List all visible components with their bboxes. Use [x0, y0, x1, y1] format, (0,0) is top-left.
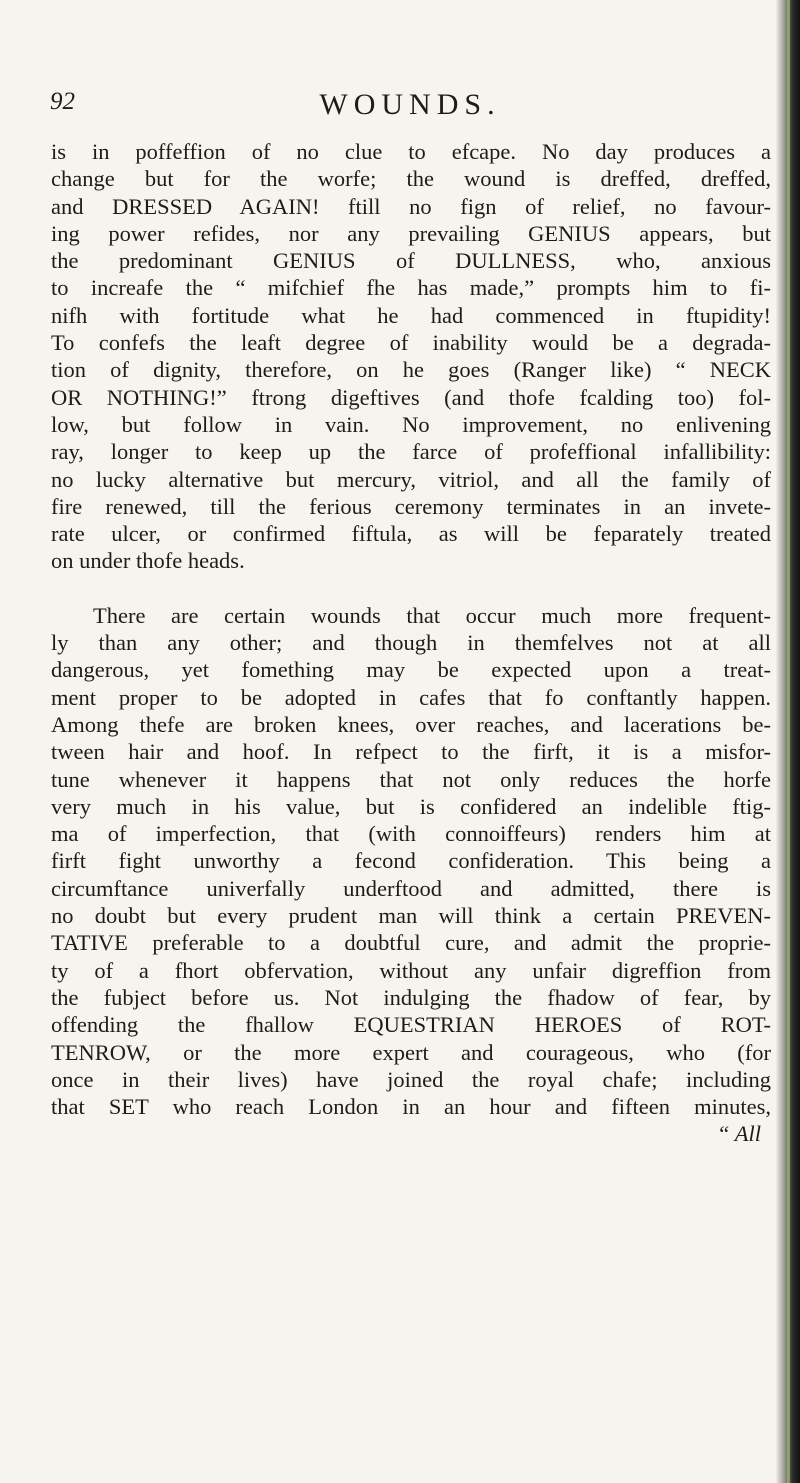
text-line: ly than any other; and though in themfelves not at all	[51, 630, 771, 656]
text-line: low, but follow in vain. No improvement, no enlivening	[51, 411, 771, 437]
text-line: tion of dignity, therefore, on he goes (Ranger like) “ NECK	[51, 357, 771, 383]
text-line: on under thofe heads.	[51, 548, 245, 574]
text-line: and DRESSED AGAIN! ftill no fign of relief, no favour-	[51, 193, 771, 219]
text-line: nifh with fortitude what he had commenced in ftupidity!	[51, 302, 771, 328]
text-line: circumftance univerfally underftood and admitted, there is	[51, 875, 771, 901]
page-header	[50, 88, 770, 128]
text-line: very much in his value, but is confidered an indelible ftig-	[51, 793, 771, 819]
text-line: TATIVE preferable to a doubtful cure, and admit the proprie-	[51, 930, 771, 956]
text-line: offending the fhallow EQUESTRIAN HEROES of ROT-	[51, 1012, 771, 1038]
text-line: OR NOTHING!” ftrong digeftives (and thofe fcalding too) fol-	[51, 384, 771, 410]
text-line: is in poffeffion of no clue to efcape. No day produces a	[51, 139, 771, 164]
paragraph-2	[51, 602, 771, 1121]
text-line: the fubject before us. Not indulging the fhadow of fear, by	[51, 984, 771, 1010]
page-number: 92	[50, 88, 75, 115]
text-line: tune whenever it happens that not only reduces the horfe	[51, 766, 771, 792]
text-line: Among thefe are broken knees, over reaches, and lacerations be-	[51, 711, 771, 737]
text-line: tween hair and hoof. In refpect to the firft, it is a misfor-	[51, 739, 771, 765]
text-line: fire renewed, till the ferious ceremony terminates in an invete-	[51, 493, 771, 519]
text-line: ment proper to be adopted in cafes that fo conftantly happen.	[51, 684, 771, 710]
text-line: firft fight unworthy a fecond confideration. This being a	[51, 848, 771, 874]
gutter-highlight	[787, 0, 790, 1483]
text-line: the predominant GENIUS of DULLNESS, who, anxious	[51, 248, 771, 274]
running-head: WOUNDS.	[319, 88, 501, 121]
text-line: ty of a fhort obfervation, without any unfair digreffion from	[51, 957, 771, 983]
text-line: ray, longer to keep up the farce of profeffional infallibility:	[51, 439, 771, 465]
text-line: once in their lives) have joined the royal chafe; including	[51, 1066, 771, 1092]
text-line: There are certain wounds that occur much more frequent-	[93, 602, 771, 628]
text-line: ing power refides, nor any prevailing GENIUS appears, but	[51, 220, 771, 246]
text-line: that SET who reach London in an hour and fifteen minutes,	[51, 1094, 771, 1120]
catchword: “ All	[717, 1121, 761, 1147]
text-line: no lucky alternative but mercury, vitriol, and all the family of	[51, 466, 771, 492]
paragraph-1	[51, 138, 771, 575]
text-line: dangerous, yet fomething may be expected upon a treat-	[51, 657, 771, 683]
text-line: ma of imperfection, that (with connoiffeurs) renders him at	[51, 821, 771, 847]
body-text	[51, 138, 771, 1148]
text-line: to increafe the “ mifchief fhe has made,” prompts him to fi-	[51, 275, 771, 301]
text-line: To confefs the leaft degree of inability would be a degrada-	[51, 330, 771, 356]
text-line: rate ulcer, or confirmed fiftula, as will be feparately treated	[51, 521, 771, 547]
paragraph-gap	[51, 575, 771, 602]
text-line: no doubt but every prudent man will think a certain PREVEN-	[51, 903, 771, 929]
text-line: change but for the worfe; the wound is dreffed, dreffed,	[51, 166, 771, 192]
text-line: TENROW, or the more expert and courageous, who (for	[51, 1039, 771, 1065]
